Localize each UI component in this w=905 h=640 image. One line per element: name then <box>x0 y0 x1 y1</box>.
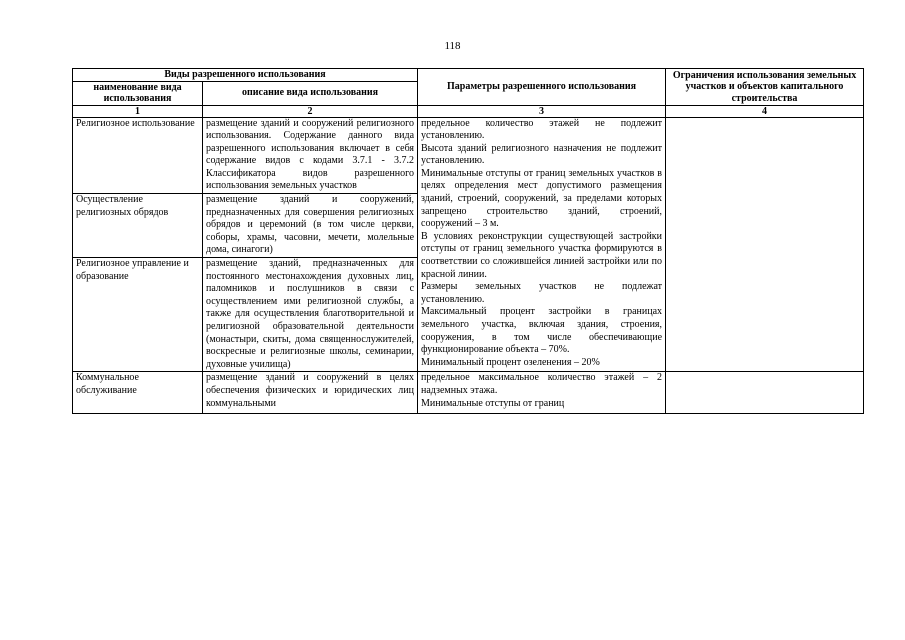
param-line: предельное максимальное количество этажей – 2 надземных этажа. <box>421 372 663 396</box>
use-description <box>203 372 418 414</box>
use-description: размещение зданий и сооружений религиозного использования. Содержание данного вида разрешенного использования включает в себя содержание видов с кодами 3.7.1 - 3.7.2 Классификатора видов разрешенного использования земельных участков <box>203 117 418 194</box>
column-number-row <box>73 105 864 117</box>
col-number-1: 1 <box>73 105 203 117</box>
use-description: размещение зданий и сооружений, предназначенных для совершения религиозных обрядов и церемоний (в том числе церкви, соборы, храмы, часовни, мечети, молельные дома, синагоги) <box>203 194 418 258</box>
use-name: Религиозное использование <box>73 117 203 194</box>
param-line: Максимальный процент застройки в границах земельного участка, включая здания, строения, сооружения, в том числе обеспечивающие функционирование объекта – 70%. <box>421 306 663 356</box>
param-line: предельное количество этажей не подлежит установлению. <box>421 117 663 142</box>
param-line: В условиях реконструкции существующей застройки отступы от границ земельного участка формируются в соответствии со сложившейся линией застройки или по красной линии. <box>421 230 663 280</box>
use-name: Осуществление религиозных обрядов <box>73 194 203 258</box>
use-description-text: размещение зданий и сооружений в целях обеспечения физических и юридических лиц коммунальными <box>206 372 415 409</box>
param-line: Высота зданий религиозного назначения не подлежит установлению. <box>421 142 663 167</box>
use-name <box>73 372 203 414</box>
table-row <box>73 372 864 414</box>
col-number-3: 3 <box>418 105 666 117</box>
header-params: Параметры разрешенного использования <box>418 69 666 106</box>
col-number-2: 2 <box>203 105 418 117</box>
header-restrictions: Ограничения использования земельных участков и объектов капитального строительства <box>666 69 864 106</box>
param-line: Минимальный процент озеленения – 20% <box>421 356 600 368</box>
use-name: Религиозное управление и образование <box>73 258 203 372</box>
table-row <box>73 117 864 194</box>
params-cell <box>418 117 666 372</box>
restrictions-cell <box>666 372 864 414</box>
land-use-table <box>72 68 864 414</box>
use-name-text: Коммунальное обслуживание <box>76 372 139 396</box>
header-row-1 <box>73 69 864 82</box>
header-description: описание вида использования <box>203 81 418 105</box>
param-line: Минимальные отступы от границ <box>421 397 565 409</box>
param-line: Размеры земельных участков не подлежат установлению. <box>421 281 663 305</box>
use-description: размещение зданий, предназначенных для постоянного местонахождения духовных лиц, паломников и послушников в связи с осуществлением ими религиозной службы, а также для осуществления благотворительной и религиозной образовательной деятельности (монастыри, скиты, дома священнослужителей, воскресные и религиозные школы, семинарии, духовные училища) <box>203 258 418 372</box>
params-clip <box>421 372 662 413</box>
page-number: 118 <box>444 40 461 52</box>
header-name: наименование вида использования <box>73 81 203 105</box>
params-cell <box>418 372 666 414</box>
header-group-title: Виды разрешенного использования <box>73 69 418 82</box>
param-line: Минимальные отступы от границ земельных участков в целях определения мест допустимого размещения зданий, строений, сооружений, за пределами которых запрещено строительство зданий, строений, сооружений – 3 м. <box>421 167 663 230</box>
restrictions-cell <box>666 117 864 372</box>
col-number-4: 4 <box>666 105 864 117</box>
